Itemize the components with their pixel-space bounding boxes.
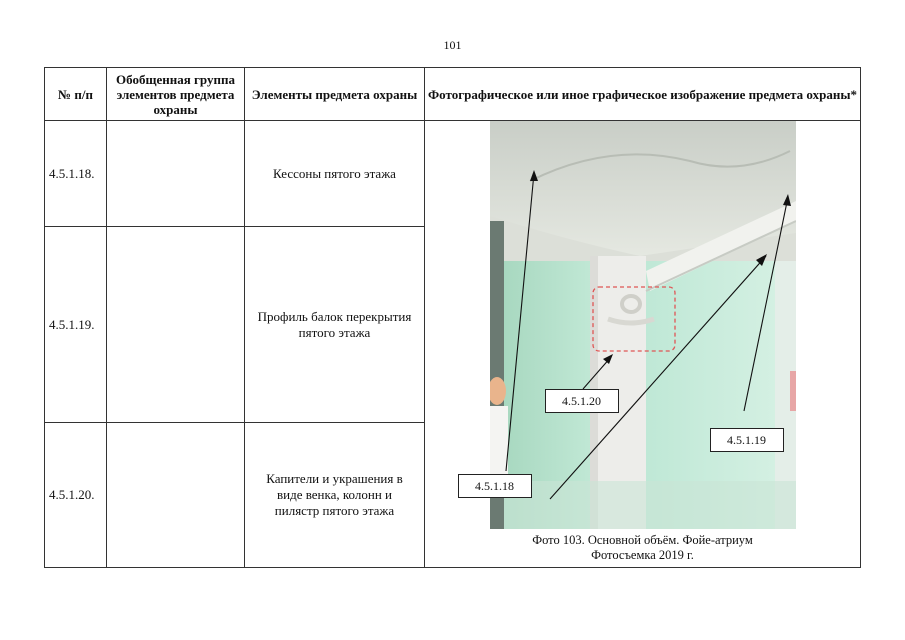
header-num: № п/п bbox=[45, 68, 107, 121]
page-number: 101 bbox=[443, 38, 462, 52]
row-element: Профиль балок перекрытия пятого этажа bbox=[245, 227, 425, 423]
row-num: 4.5.1.19. bbox=[45, 227, 107, 423]
callout-4-5-1-18: 4.5.1.18 bbox=[458, 474, 532, 498]
photo-caption bbox=[425, 533, 860, 563]
row-group bbox=[107, 121, 245, 227]
callout-4-5-1-20: 4.5.1.20 bbox=[545, 389, 619, 413]
header-group: Обобщенная группа элементов предмета охраны bbox=[107, 68, 245, 121]
caption-line-1: Фото 103. Основной объём. Фойе-атриум bbox=[532, 533, 753, 547]
row-num: 4.5.1.18. bbox=[45, 121, 107, 227]
caption-line-2: Фотосъемка 2019 г. bbox=[591, 548, 694, 562]
row-element: Капители и украшения в виде венка, колонн и пилястр пятого этажа bbox=[245, 423, 425, 568]
row-element: Кессоны пятого этажа bbox=[245, 121, 425, 227]
photo bbox=[475, 121, 796, 529]
table-header-row bbox=[45, 68, 861, 121]
row-group bbox=[107, 423, 245, 568]
row-num: 4.5.1.20. bbox=[45, 423, 107, 568]
callout-4-5-1-19: 4.5.1.19 bbox=[710, 428, 784, 452]
row-group bbox=[107, 227, 245, 423]
atrium-photo-image bbox=[490, 121, 796, 529]
table-row bbox=[45, 121, 861, 227]
photo-cell bbox=[425, 121, 861, 568]
protection-table bbox=[44, 67, 861, 568]
header-elements: Элементы предмета охраны bbox=[245, 68, 425, 121]
header-photo: Фотографическое или иное графическое изображение предмета охраны* bbox=[425, 68, 861, 121]
